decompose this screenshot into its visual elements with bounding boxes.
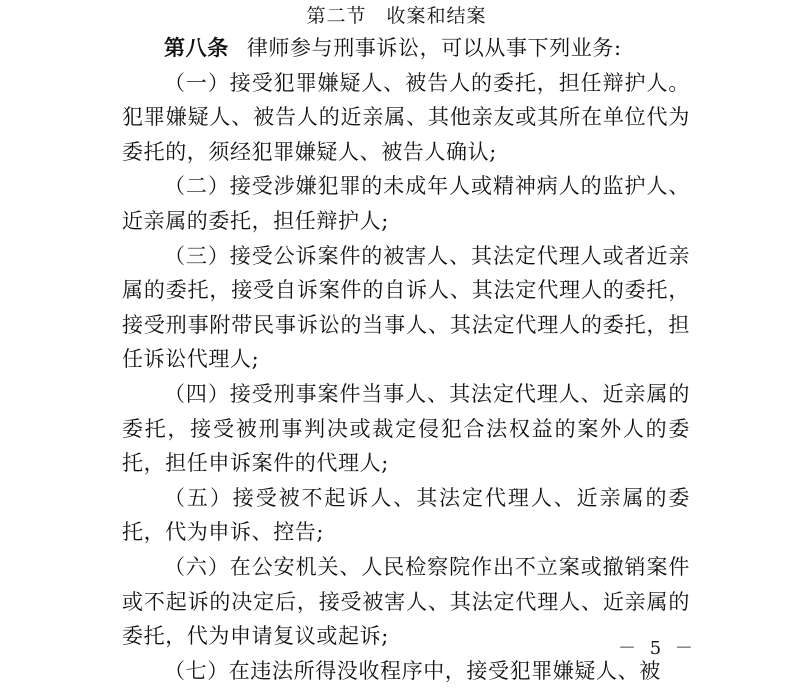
list-item: （三）接受公诉案件的被害人、其法定代理人或者近亲属的委托，接受自诉案件的自诉人、其法定代理人的委托，接受刑事附带民事诉讼的当事人、其法定代理人的委托，担任诉讼代理人;: [122, 243, 690, 372]
article-number: 第八条: [164, 36, 229, 60]
list-item: （五）接受被不起诉人、其法定代理人、近亲属的委托，代为申诉、控告;: [122, 485, 690, 545]
list-item: （二）接受涉嫌犯罪的未成年人或精神病人的监护人、近亲属的委托，担任辩护人;: [122, 174, 690, 233]
section-title: 第二节 收案和结案: [306, 5, 487, 27]
article-intro-paragraph: [122, 31, 690, 66]
list-item: （六）在公安机关、人民检察院作出不立案或撤销案件或不起诉的决定后，接受被害人、其法定代理人、近亲属的委托，代为申请复议或起诉;: [122, 554, 690, 649]
article-intro: 律师参与刑事诉讼，可以从事下列业务:: [246, 36, 622, 60]
page-number: － 5 －: [618, 638, 697, 659]
list-item: （一）接受犯罪嫌疑人、被告人的委托，担任辩护人。犯罪嫌疑人、被告人的近亲属、其他亲友或其所在单位代为委托的，须经犯罪嫌疑人、被告人确认;: [122, 70, 690, 164]
list-item: （四）接受刑事案件当事人、其法定代理人、近亲属的委托，接受被刑事判决或裁定侵犯合法权益的案外人的委托，担任申诉案件的代理人;: [122, 381, 690, 476]
article-body: [122, 31, 690, 688]
list-item: （七）在违法所得没收程序中，接受犯罪嫌疑人、被: [164, 658, 661, 683]
